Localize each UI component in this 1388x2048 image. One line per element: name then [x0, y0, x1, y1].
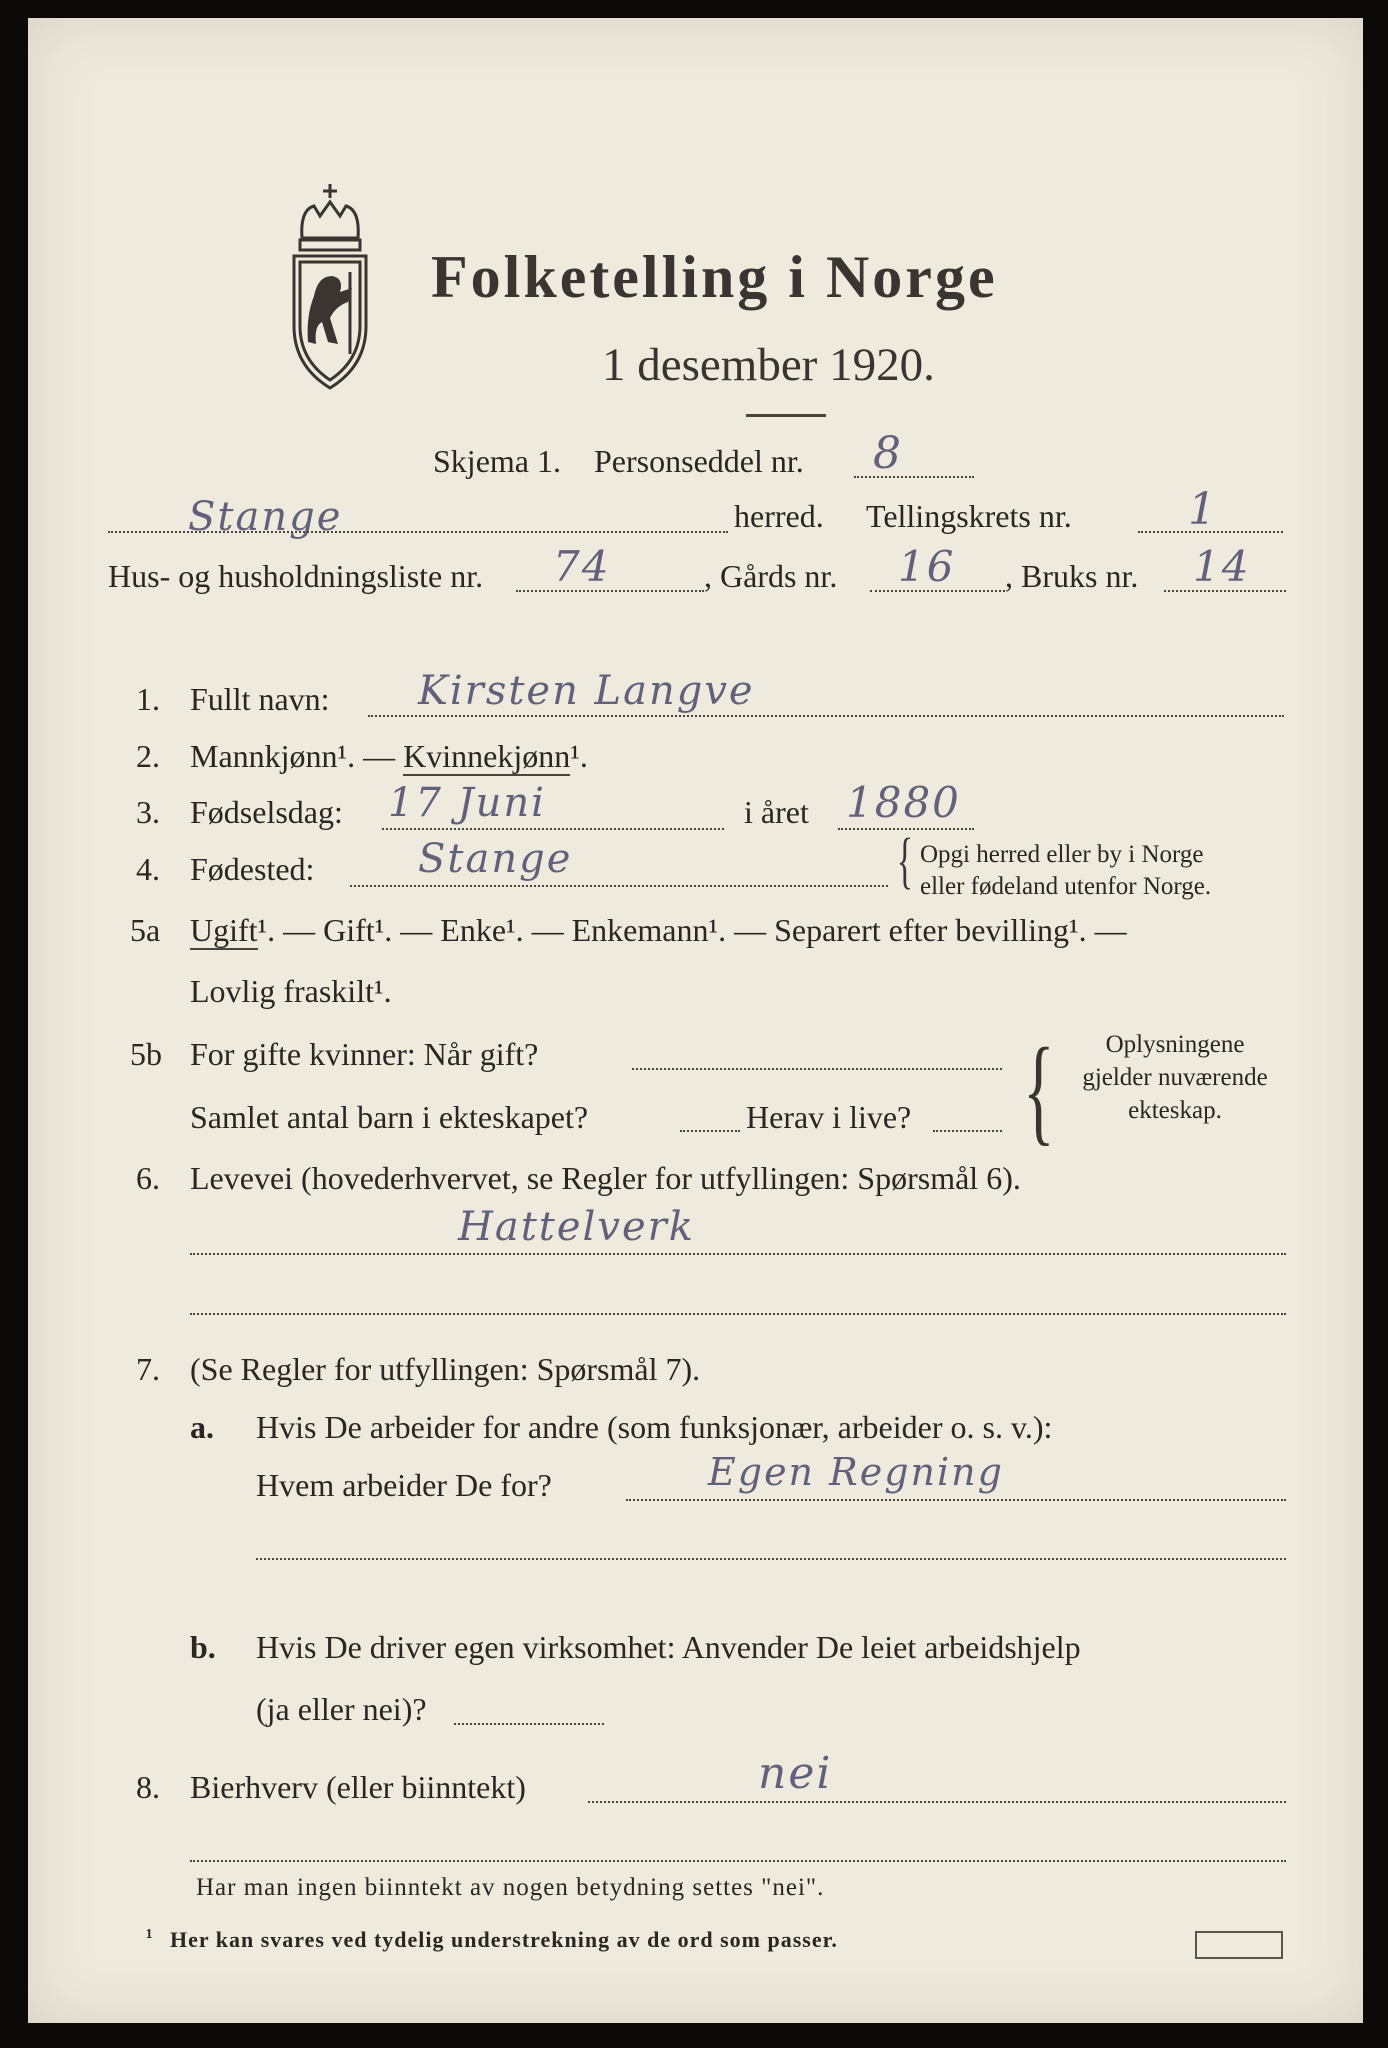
q5b-children-label: Samlet antal barn i ekteskapet?: [190, 1099, 589, 1135]
q7a-line2: [256, 1558, 1286, 1560]
q6-value: Hattelverk: [458, 1204, 695, 1250]
herred-label: herred.: [734, 498, 824, 534]
title-divider: [746, 414, 826, 417]
footnote-text: Her kan svares ved tydelig understrekning av de ord som passer.: [170, 1927, 838, 1952]
q2-option-kvinne-underlined: Kvinnekjønn: [403, 738, 571, 774]
form-title: Folketelling i Norge: [431, 244, 998, 310]
q5b-note-line2: gjelder nuværende: [1082, 1064, 1268, 1091]
q5b-note-line3: ekteskap.: [1128, 1097, 1222, 1124]
husliste-label: Hus- og husholdningsliste nr.: [108, 558, 484, 594]
q2-text: [190, 738, 588, 775]
q5a-text: [190, 912, 1127, 949]
q7b-question: (ja eller nei)?: [256, 1691, 427, 1727]
q7-number: 7.: [136, 1351, 160, 1387]
q8-line2: [190, 1860, 1286, 1862]
census-date: 1 desember 1920.: [602, 339, 935, 391]
coat-of-arms-icon: [270, 176, 390, 396]
bruks-label: , Bruks nr.: [1005, 558, 1139, 594]
q1-number: 1.: [136, 681, 160, 717]
q8-line1: [588, 1801, 1286, 1803]
q7a-text: Hvis De arbeider for andre (som funksjonær, arbeider o. s. v.):: [256, 1409, 1053, 1445]
bruks-value: 14: [1193, 542, 1251, 591]
q4-line: [350, 885, 888, 887]
q3-label: Fødselsdag:: [190, 794, 343, 830]
q1-value: Kirsten Langve: [418, 668, 755, 714]
personseddel-value: 8: [873, 428, 903, 479]
personseddel-line: [854, 476, 974, 478]
q6-line2: [190, 1313, 1286, 1315]
q5b-children-line: [680, 1130, 740, 1132]
q1-line: [368, 715, 1284, 717]
tellingskrets-value: 1: [1188, 484, 1218, 535]
q4-number: 4.: [136, 851, 160, 887]
q2-option-mann: Mannkjønn¹. —: [190, 738, 404, 774]
q3-year-label: i året: [744, 794, 809, 830]
q3-day-value: 17 Juni: [388, 780, 546, 826]
q2-suffix: ¹.: [570, 738, 588, 774]
q3-year-value: 1880: [846, 778, 961, 827]
q6-number: 6.: [136, 1160, 160, 1196]
q6-label: Levevei (hovederhvervet, se Regler for utfyllingen: Spørsmål 6).: [190, 1160, 1021, 1196]
q8-value: nei: [758, 1748, 833, 1799]
q5a-options: ¹. — Gift¹. — Enke¹. — Enkemann¹. — Separert efter bevilling¹. —: [257, 912, 1127, 948]
q3-number: 3.: [136, 794, 160, 830]
personseddel-label: Personseddel nr.: [594, 443, 804, 479]
footnote-mark: ¹: [146, 1924, 153, 1949]
q3-day-line: [382, 828, 724, 830]
q5b-number: 5b: [130, 1036, 162, 1072]
q7b-line: [454, 1723, 604, 1725]
q5a-line2: Lovlig fraskilt¹.: [190, 973, 392, 1009]
q2-number: 2.: [136, 738, 160, 774]
husliste-value: 74: [553, 542, 611, 591]
q7a-value: Egen Regning: [708, 1450, 1004, 1494]
q8-number: 8.: [136, 1769, 160, 1805]
q5a-option-ugift-underlined: Ugift: [190, 912, 258, 948]
q4-note-line1: Opgi herred eller by i Norge: [920, 841, 1204, 868]
footer-note: Har man ingen biinntekt av nogen betydning settes "nei".: [196, 1874, 825, 1901]
q7b-letter: b.: [190, 1629, 216, 1665]
q7a-letter: a.: [190, 1409, 214, 1445]
q1-label: Fullt navn:: [190, 681, 330, 717]
gards-value: 16: [898, 542, 956, 591]
census-form-sheet: [28, 18, 1363, 2023]
q4-value: Stange: [418, 836, 573, 882]
q7b-text: Hvis De driver egen virksomhet: Anvender De leiet arbeidshjelp: [256, 1629, 1081, 1665]
gards-label: , Gårds nr.: [704, 558, 838, 594]
q5b-married-line: [632, 1068, 1002, 1070]
q7a-question: Hvem arbeider De for?: [256, 1467, 552, 1503]
printer-stamp-icon: [1195, 1931, 1283, 1959]
q5b-note-line1: Oplysningene: [1105, 1031, 1245, 1058]
schema-label: Skjema 1.: [433, 443, 561, 479]
q5b-alive-line: [933, 1130, 1002, 1132]
herred-value: Stange: [188, 494, 343, 540]
q5a-number: 5a: [130, 912, 161, 948]
q7a-line1: [626, 1499, 1286, 1501]
q5b-brace: {: [1022, 1023, 1055, 1156]
q4-note-line2: eller fødeland utenfor Norge.: [920, 873, 1212, 900]
q5b-married-label: For gifte kvinner: Når gift?: [190, 1036, 539, 1072]
q4-label: Fødested:: [190, 851, 315, 887]
q7-label: (Se Regler for utfyllingen: Spørsmål 7).: [190, 1351, 701, 1387]
tellingskrets-label: Tellingskrets nr.: [866, 498, 1072, 534]
q6-line1: [190, 1253, 1286, 1255]
q5b-alive-label: Herav i live?: [746, 1099, 912, 1135]
q4-brace: {: [896, 827, 914, 895]
q8-label: Bierhverv (eller biinntekt): [190, 1769, 526, 1805]
